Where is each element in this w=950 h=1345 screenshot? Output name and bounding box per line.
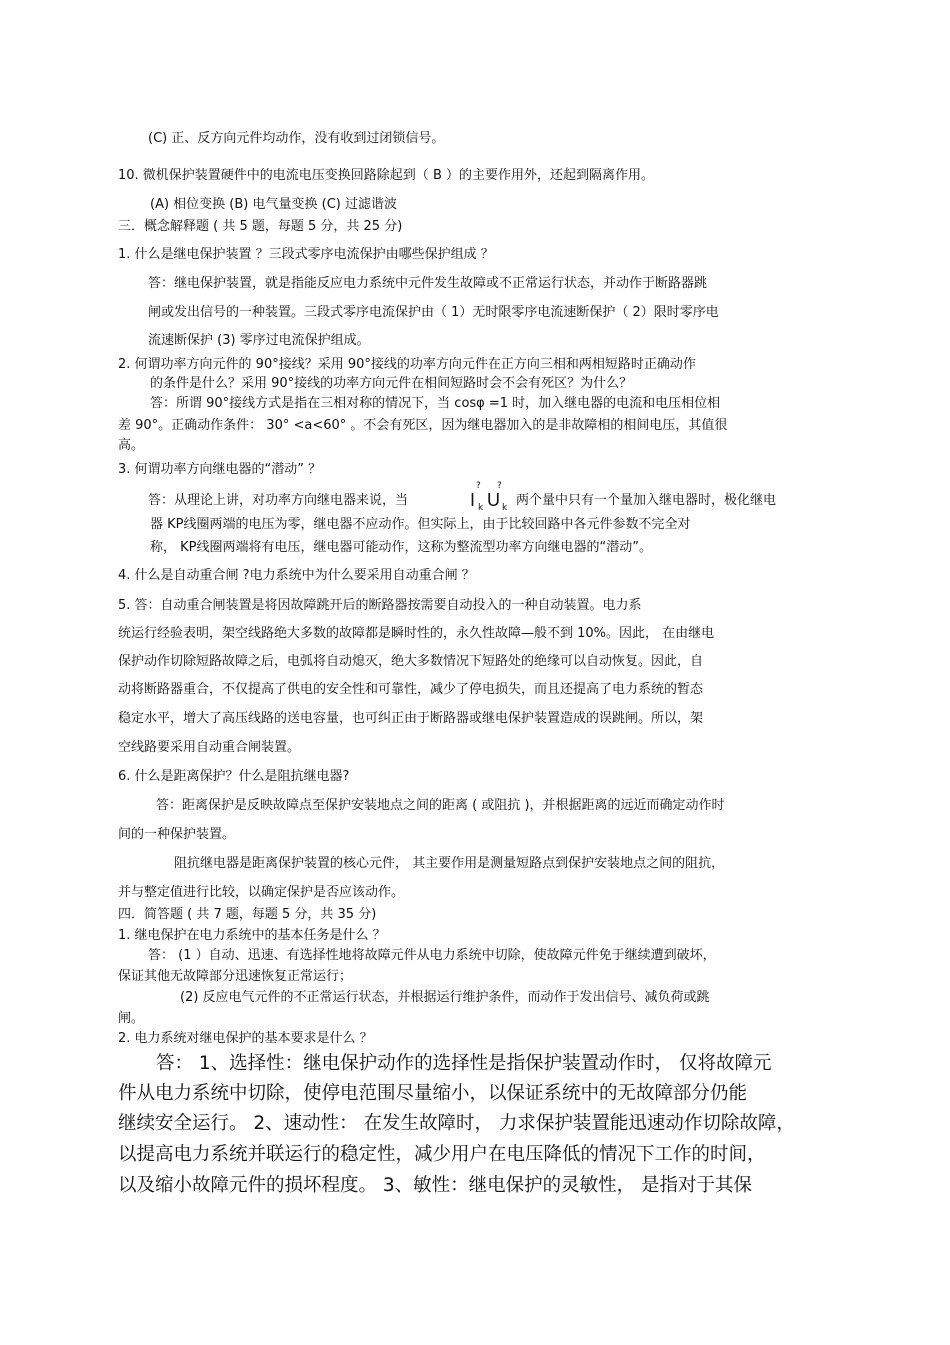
section-heading-4: 四．简答题 ( 共 7 题，每题 5 分，共 35 分) xyxy=(118,907,377,922)
question-line: 2. 何谓功率方向元件的 90°接线？采用 90°接线的功率方向元件在正方向三相和两相短路时正确动作 xyxy=(118,357,696,372)
answer-line: 稳定水平，增大了高压线路的送电容量，也可纠正由于断路器或继电保护装置造成的误跳闸。所以，架 xyxy=(118,711,704,726)
answer-line: (2) 反应电气元件的不正常运行状态，并根据运行维护条件，而动作于发出信号、减负荷或跳 xyxy=(180,990,710,1005)
answer-line: 高。 xyxy=(118,438,145,453)
formula-subscript: k xyxy=(502,503,508,513)
answer-line: 空线路要采用自动重合闸装置。 xyxy=(118,740,301,755)
question-line: 4. 什么是自动重合闸 ?电力系统中为什么要采用自动重合闸 ？ xyxy=(118,568,475,583)
formula-subscript: k xyxy=(478,503,484,513)
answer-line: 闸或发出信号的一种装置。三段式零序电流保护由（ 1）无时限零序电流速断保护（ 2）限时零序电 xyxy=(148,305,719,320)
question-line: 1. 继电保护在电力系统中的基本任务是什么 ？ xyxy=(118,928,386,943)
question-10: 10. 微机保护装置硬件中的电流电压变换回路除起到（ B ）的主要作用外，还起到隔离作用。 xyxy=(118,168,654,183)
answer-large-line: 答： 1、选择性：继电保护动作的选择性是指保护装置动作时， 仅将故障元 xyxy=(156,1053,772,1074)
question-line: 3. 何谓功率方向继电器的“潜动” ？ xyxy=(118,462,322,477)
answer-line: 间的一种保护装置。 xyxy=(118,827,236,842)
formula-phasor-mark: ? xyxy=(476,481,481,491)
answer-line: 答：距离保护是反映故障点至保护安装地点之间的距离 ( 或阻抗 )，并根据距离的远近而确定动作时 xyxy=(156,798,725,813)
answer-large-line: 继续安全运行。 2、速动性： 在发生故障时， 力求保护装置能迅速动作切除故障， xyxy=(118,1113,795,1134)
formula-phasor-mark: ? xyxy=(497,481,502,491)
section-heading-3: 三．概念解释题 ( 共 5 题，每题 5 分，共 25 分) xyxy=(118,219,403,234)
answer-large-line: 以提高电力系统并联运行的稳定性，减少用户在电压降低的情况下工作的时间， xyxy=(118,1144,766,1165)
answer-line: 答：继电保护装置，就是指能反应电力系统中元件发生故障或不正常运行状态，并动作于断路器跳 xyxy=(148,276,708,291)
answer-line: 5. 答：自动重合闸装置是将因故障跳开后的断路器按需要自动投入的一种自动装置。电力系 xyxy=(118,598,642,613)
options-line: (A) 相位变换 (B) 电气量变换 (C) 过滤谐波 xyxy=(150,197,397,212)
answer-large-line: 以及缩小故障元件的损坏程度。 3、敏性：继电保护的灵敏性， 是指对于其保 xyxy=(118,1175,753,1196)
formula-voltage-symbol: U xyxy=(487,490,500,510)
answer-line: 答：从理论上讲，对功率方向继电器来说，当 xyxy=(148,493,409,508)
answer-line: 阻抗继电器是距离保护装置的核心元件， 其主要作用是测量短路点到保护安装地点之间的阻抗， xyxy=(174,856,725,871)
answer-large-line: 件从电力系统中切除，使停电范围尽量缩小，以保证系统中的无故障部分仍能 xyxy=(118,1083,748,1104)
answer-line: 差 90°。正确动作条件： 30° <a<60° 。不会有死区，因为继电器加入的是非故障相的相间电压，其值很 xyxy=(118,418,728,433)
formula-current-symbol: I xyxy=(470,490,476,510)
answer-line: 闸。 xyxy=(118,1011,145,1026)
answer-line: 答：所谓 90°接线方式是指在三相对称的情况下，当 cosφ =1 时，加入继电器的电流和电压相位相 xyxy=(150,396,721,411)
question-line: 6. 什么是距离保护？什么是阻抗继电器? xyxy=(118,769,350,784)
question-line: 1. 什么是继电保护装置 ？三段式零序电流保护由哪些保护组成 ？ xyxy=(118,247,494,262)
answer-line: 保证其他无故障部分迅速恢复正常运行； xyxy=(118,969,353,984)
answer-line: 流速断保护 (3) 零序过电流保护组成。 xyxy=(148,333,370,348)
question-line: 的条件是什么？采用 90°接线的功率方向元件在相间短路时会不会有死区？为什么？ xyxy=(150,376,633,391)
answer-line: 保护动作切除短路故障之后，电弧将自动熄灭，绝大多数情况下短路处的绝缘可以自动恢复。因此，自 xyxy=(118,654,704,669)
answer-line: 统运行经验表明，架空线路绝大多数的故障都是瞬时性的，永久性故障—般不到 10%。因此， 在由继电 xyxy=(118,626,715,641)
answer-line: 器 KP线圈两端的电压为零，继电器不应动作。但实际上，由于比较回路中各元件参数不完全对 xyxy=(150,517,691,532)
question-line: 2. 电力系统对继电保护的基本要求是什么 ？ xyxy=(118,1031,373,1046)
text-line: (C) 正、反方向元件均动作，没有收到过闭锁信号。 xyxy=(148,131,445,146)
answer-line: 并与整定值进行比较，以确定保护是否应该动作。 xyxy=(118,885,405,900)
answer-line: 动将断路器重合，不仅提高了供电的安全性和可靠性，减少了停电损失，而且还提高了电力系统的暂态 xyxy=(118,682,704,697)
answer-line: 两个量中只有一个量加入继电器时，极化继电 xyxy=(516,493,777,508)
answer-line: 称， KP线圈两端将有电压，继电器可能动作，这称为整流型功率方向继电器的“潜动”。 xyxy=(150,540,652,555)
answer-line: 答： (1 ）自动、迅速、有选择性地将故障元件从电力系统中切除，使故障元件免于继续遭到破坏， xyxy=(148,948,716,963)
